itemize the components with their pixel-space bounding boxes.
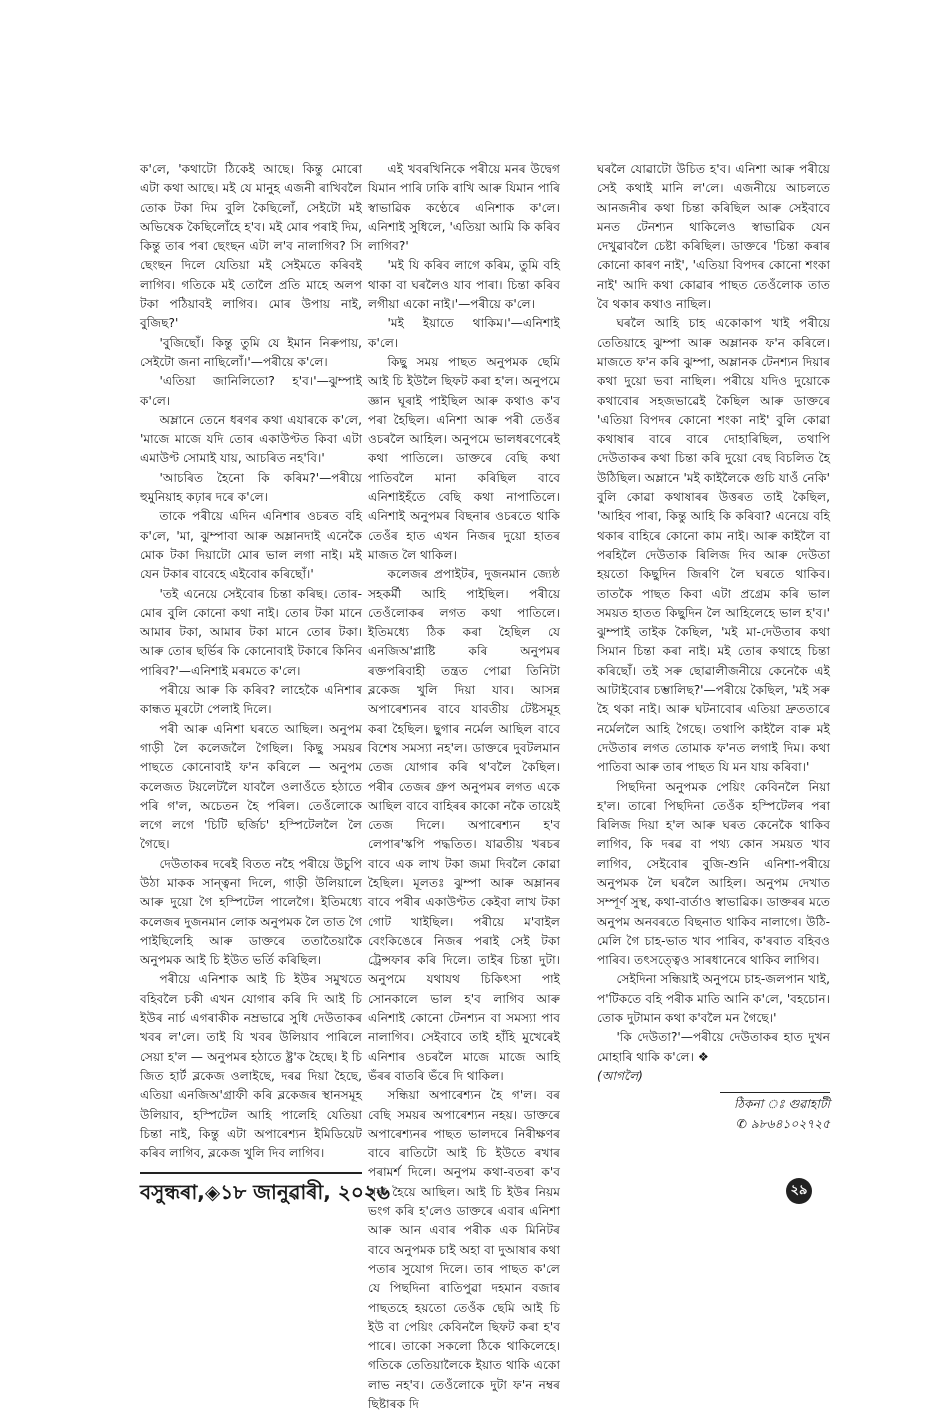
article-paragraph: পৰীয়ে আৰু কি কৰিব? লাহেকৈ এনিশাৰ কান্ধত মূৰটো পেলাই দিলে। <box>140 683 362 717</box>
article-paragraph: ক'লে, 'কথাটো ঠিকেই আছে। কিন্তু মোৰো এটা কথা আছে। মই যে মানুহ এজনী ৰাখিবলৈ তোক টকা দিম বুলি কৈছিলোঁ, সেইটো মই অভিষেক কৈছিলোঁহে হ'ব। মই মোৰ পৰাই দিম, কিন্তু তাৰ পৰা ছেংছন এটা ল'ব নালাগিব? সি ছেংছন দিলে যেতিয়া মই সেইমতে কৰিবই লাগিব। গতিকে মই তোলৈ প্ৰতি মাহে অলপ টকা পঠিয়াবই লাগিব। মোৰ উপায় নাই, বুজিছ?' <box>140 162 362 331</box>
article-paragraph: 'এতিয়া জানিলিতো? হ'ব।'—ঝুম্পাই ক'লে। <box>140 374 362 408</box>
address-divider <box>720 1092 830 1093</box>
article-paragraph: পিছদিনা অনুপমক পেয়িং কেবিনলৈ নিয়া হ'ল। তাৰো পিছদিনা তেওঁক হস্পিটেলৰ পৰা ৰিলিজ দিয়া হ'ল আৰু ঘৰত কেনেকৈ থাকিব লাগিব, কি দৰৱ বা পথ্য কোন সময়ত খাব লাগিব, সেইবোৰ বুজি-শুনি এনিশা-পৰীয়ে অনুপমক লৈ ঘৰলৈ আহিল। অনুপম দেখাত সম্পূৰ্ণ সুস্থ, কথা-বাৰ্তাও স্বাভাৱিক। ডাক্তৰৰ মতে অনুপম অনবৰতে বিছনাত থাকিব নালাগে। উঠি-মেলি গৈ চাহ-ভাত খাব পাৰিব, ক'ৰবাত বহিবও পাৰিব। তৎসত্ত্বেও সাৰধানেৰে থাকিব লাগিব। <box>597 779 830 968</box>
article-paragraph: 'তই এনেয়ে সেইবোৰ চিন্তা কৰিছ। তোৰ-মোৰ বুলি কোনো কথা নাই। তোৰ টকা মানে আমাৰ টকা, আমাৰ টকা মানে তোৰ টকা। আৰু তোৰ ছৰ্ভিৰ কি কোনোবাই টকাৰে কিনিব পাৰিব?'—এনিশাই মৰমতে ক'লে। <box>140 586 362 678</box>
article-paragraph: 'আচৰিত হৈনো কি কৰিম?'—পৰীয়ে হুমুনিয়াহ কঢ়াৰ দৰে ক'লে। <box>140 470 362 505</box>
article-paragraph: অম্লানে তেনে ধৰণৰ কথা এযাৰকে ক'লে, 'মাজে মাজে যদি তোৰ একাউণ্টত কিবা এটা এমাউণ্ট সোমাই যায়, আচৰিত নহ'বি।' <box>140 412 362 466</box>
footer-divider <box>140 1172 362 1174</box>
article-column-1 <box>140 160 362 1163</box>
article-paragraph: 'বুজিছোঁ। কিন্তু তুমি যে ইমান নিৰুপায়, সেইটো জনা নাছিলোঁ।'—পৰীয়ে ক'লে। <box>140 335 362 369</box>
continued-label: (আগলৈ) <box>597 1068 643 1083</box>
article-paragraph: কিছু সময় পাছত অনুপমক ছেমি আই চি ইউলৈ ছিফট কৰা হ'ল। অনুপমে জ্ঞান ঘূৰাই পাইছিল আৰু কথাও ক'ব পৰা হৈছিল। এনিশা আৰু পৰী তেওঁৰ ওচৰলৈ আহিল। অনুপমে ভালধৰণেৰেই কথা পাতিলে। ডাক্তৰে বেছি কথা পাতিবলৈ মানা কৰিছিল বাবে এনিশাইহঁতে বেছি কথা নাপাতিলে। এনিশাই অনুপমৰ বিছনাৰ ওচৰতে থাকি তেওঁৰ হাত এখন নিজৰ দুয়ো হাতৰ মাজত লৈ থাকিল। <box>368 354 560 562</box>
article-paragraph: দেউতাকৰ দৰেই বিতত নহৈ পৰীয়ে উচুপি উঠা মাকক সান্ত্বনা দিলে, গাড়ী উলিয়ালে আৰু দুয়ো গৈ হস্পিটেল পালেগৈ। ইতিমধ্যে কলেজৰ দুজনমান লোক অনুপমক লৈ তাত গৈ পাইছিলেহি আৰু ডাক্তৰে ততাতৈয়াকৈ অনুপমক আই চি ইউত ভৰ্তি কৰিছিল। <box>140 856 362 968</box>
article-paragraph: ঘৰলৈ আহি চাহ একোকাপ খাই পৰীয়ে তেতিয়াহে ঝুম্পা আৰু অম্লানক ফ'ন কৰিলে। মাজতে ফ'ন কৰি ঝুম্পা, অম্লানক টেনশ্যন দিয়াৰ কথা দুয়ো ভবা নাছিল। পৰীয়ে যদিও দুয়োকে কথাবোৰ সহজভাৱেই কৈছিল আৰু ডাক্তৰে 'এতিয়া বিপদৰ কোনো শংকা নাই' বুলি কোৱা কথাষাৰ বাৰে বাৰে দোহাৰিছিল, তথাপি দেউতাকৰ কথা চিন্তা কৰি দুয়ো বেছ বিচলিত হৈ উঠিছিল। অম্লানে 'মই কাইলৈকে গুচি যাওঁ নেকি' বুলি কোৱা কথাষাৰৰ উত্তৰত তাই কৈছিল, 'আহিব পাৰা, কিন্তু আহি কি কৰিবা? এনেয়ে বহি থকাৰ বাহিৰে কোনো কাম নাই। আৰু কাইলৈ বা পৰহিলৈ দেউতাক ৰিলিজ দিব আৰু দেউতা হয়তো কিছুদিন জিৰণি লৈ ঘৰতে থাকিব। তাতকৈ পাছত কিবা এটা প্ৰগ্ৰেম কৰি ভাল সময়ত হাতত কিছুদিন লৈ আহিলেহে ভাল হ'ব।' ঝুম্পাই তাইক কৈছিল, 'মই মা-দেউতাৰ কথা সিমান চিন্তা কৰা নাই। মই তোৰ কথাহে চিন্তা কৰিছোঁ। তই সৰু ছোৱালীজনীয়ে কেনেকৈ এই আটাইবোৰ চম্ভালিছ?'—পৰীয়ে কৈছিল, 'মই সৰু হৈ থকা নাই। আৰু ঘটনাবোৰ এতিয়া দ্ৰুততাৰে নৰ্মেললৈ আহি গৈছে। তথাপি কাইলৈ বাৰু মই দেউতাৰ লগত তোমাক ফ'নত লগাই দিম। কথা পাতিবা আৰু তাৰ পাছত যি মন যায় কৰিবা।' <box>597 316 830 775</box>
magazine-name-date: বসুন্ধৰা,◈১৮ জানুৱাৰী, ২০২৬ <box>140 1180 390 1204</box>
article-paragraph: 'কি দেউতা?'—পৰীয়ে দেউতাকৰ হাত দুখন মোহাৰি থাকি ক'লে। ❖ <box>597 1030 830 1064</box>
article-paragraph: সেইদিনা সন্ধিয়াই অনুপমে চাহ-জলপান খাই, প'টিকতে বহি পৰীক মাতি আনি ক'লে, 'বহচোন। তোক দুটামান কথা ক'বলৈ মন গৈছে।' <box>597 972 830 1026</box>
article-paragraph: 'মই ইয়াতে থাকিম।'—এনিশাই ক'লে। <box>368 316 560 350</box>
article-column-2 <box>368 160 560 1414</box>
article-paragraph: এই খবৰখিনিকে পৰীয়ে মনৰ উদ্বেগ যিমান পাৰি ঢাকি ৰাখি আৰু যিমান পাৰি স্বাভাৱিক কণ্ঠেৰে এনিশাক ক'লে। এনিশাই সুধিলে, 'এতিয়া আমি কি কৰিব লাগিব?' <box>368 162 560 254</box>
article-paragraph: 'মই যি কৰিব লাগে কৰিম, তুমি বহি থাকা বা ঘৰলৈও যাব পাৰা। চিন্তা কৰিব লগীয়া একো নাই।'—পৰীয়ে ক'লে। <box>368 258 560 312</box>
page-number: ২৯ <box>786 1178 812 1204</box>
article-paragraph: পৰী আৰু এনিশা ঘৰতে আছিল। অনুপম গাড়ী লৈ কলেজলৈ গৈছিল। কিছু সময়ৰ পাছতে কোনোবাই ফ'ন কৰিলে — অনুপম কলেজত টয়লেটলৈ যাবলৈ ওলাওঁতে হঠাতে পৰি গ'ল, অচেতন হৈ পৰিল। তেওঁলোকে লগে লগে 'চিটি ছৰ্জিচ' হস্পিটেললৈ লৈ গৈছে। <box>140 721 362 852</box>
article-paragraph: পৰীয়ে এনিশাক আই চি ইউৰ সমুখতে বহিবলৈ চকী এখন যোগাৰ কৰি দি আই চি ইউৰ নাৰ্চ এগৰাকীক নম্ৰভাৱে সুধি দেউতাকৰ খবৰ ল'লে। তাই যি খবৰ উলিয়াব পাৰিলে সেয়া হ'ল — অনুপমৰ হঠাতে ষ্ট্ৰ'ক হৈছে। ই চি জিত হাৰ্ট ব্লকেজ ওলাইছে, দৰৱ দিয়া হৈছে, এতিয়া এনজিঅ'গ্ৰাফী কৰি ব্লকেজৰ স্থানসমূহ উলিয়াব, হস্পিটেল আহি পালেহি যেতিয়া চিন্তা নাই, কিন্তু এটা অপাৰেশ্যন ইমিডিয়েট কৰিব লাগিব, ব্লকেজ খুলি দিব লাগিব। <box>140 972 362 1161</box>
article-paragraph: সন্ধিয়া অপাৰেশ্যন হৈ গ'ল। বৰ বেছি সময়ৰ অপাৰেশ্যন নহয়। ডাক্তৰে অপাৰেশ্যনৰ পাছত ভালদৰে নিৰীক্ষণৰ বাবে ৰাতিটো আই চি ইউতে ৰখাৰ পৰামৰ্শ দিলে। অনুপম কথা-বতৰা ক'ব পৰা হৈয়ে আছিল। আই চি ইউৰ নিয়ম ভংগ কৰি হ'লেও ডাক্তৰে এবাৰ এনিশা আৰু আন এবাৰ পৰীক এক মিনিটৰ বাবে অনুপমক চাই অহা বা দুআষাৰ কথা পতাৰ সুযোগ দিলে। তাৰ পাছত ক'লে যে পিছদিনা ৰাতিপুৱা দহমান বজাৰ পাছতহে হয়তো তেওঁক ছেমি আই চি ইউ বা পেয়িং কেবিনলৈ ছিফট কৰা হ'ব পাৰে। তাকো সকলো ঠিকে থাকিলেহে। গতিকে তেতিয়ালৈকে ইয়াত থাকি একো লাভ নহ'ব। তেওঁলোকে দুটা ফ'ন নম্বৰ ছিষ্টাৰক দি <box>368 1088 560 1411</box>
author-address: ঠিকনা ঃ গুৱাহাটী <box>733 1097 830 1112</box>
article-column-3 <box>597 160 830 1134</box>
author-phone: ✆ ৯৮৬৪১০২৭২৫ <box>736 1116 830 1131</box>
article-paragraph: তাকে পৰীয়ে এদিন এনিশাৰ ওচৰত বহি ক'লে, 'মা, ঝুম্পাবা আৰু অম্লানদাই এনেকৈ মোক টকা দিয়াটো মোৰ ভাল লগা নাই। মই যেন টকাৰ বাবেহে এইবোৰ কৰিছোঁ।' <box>140 509 362 582</box>
article-paragraph: ঘৰলৈ যোৱাটো উচিত হ'ব। এনিশা আৰু পৰীয়ে সেই কথাই মানি ল'লে। এজনীয়ে আচলতে আনজনীৰ কথা চিন্তা কৰিছিল আৰু সেইবাবে মনত টেনশ্যন থাকিলেও স্বাভাৱিক যেন দেখুৱাবলৈ চেষ্টা কৰিছিল। ডাক্তৰে 'চিন্তা কৰাৰ কোনো কাৰণ নাই', 'এতিয়া বিপদৰ কোনো শংকা নাই' আদি কথা কোৱাৰ পাছত তেওঁলোক তাত বৈ থকাৰ কথাও নাছিল। <box>597 162 830 312</box>
article-paragraph: কলেজৰ প্ৰপাইটৰ, দুজনমান জ্যেষ্ঠ সহকৰ্মী আহি পাইছিল। পৰীয়ে তেওঁলোকৰ লগত কথা পাতিলে। ইতিমধ্যে ঠিক কৰা হৈছিল যে এনজিঅ'প্লাষ্টি কৰি অনুপমৰ ৰক্তপৰিবাহী তন্ত্ৰত পোৱা তিনিটা ব্লকেজ খুলি দিয়া যাব। আসন্ন অপাৰেশ্যনৰ বাবে যাবতীয় টেষ্টসমূহ কৰা হৈছিল। ছুগাৰ নৰ্মেল আছিল বাবে বিশেষ সমস্যা নহ'ল। ডাক্তৰে দুবটলমান তেজ যোগাৰ কৰি থ'বলৈ কৈছিল। পৰীৰ তেজৰ গ্ৰুপ অনুপমৰ লগত একে আছিল বাবে বাহিৰৰ কাকো নকৈ তায়েই তেজ দিলে। অপাৰেশ্যন হ'ব লেপাৰ'স্কপি পদ্ধতিত। যাৱতীয় খৰচৰ বাবে এক লাখ টকা জমা দিবলৈ কোৱা হৈছিল। মূলতঃ ঝুম্পা আৰু অম্লানৰ বাবে পৰীৰ একাউণ্টত কেইবা লাখ টকা গোট খাইছিল। পৰীয়ে ম'বাইল বেংকিঙেৰে নিজৰ পৰাই সেই টকা ট্ৰেন্সফাৰ কৰি দিলে। তাইৰ চিন্তা দুটা। অনুপমে যথাযথ চিকিৎসা পাই সোনকালে ভাল হ'ব লাগিব আৰু এনিশাই কোনো টেনশ্যন বা সমস্যা পাব নালাগিব। সেইবাবে তাই হাঁহি মুখেৰেই এনিশাৰ ওচৰলৈ মাজে মাজে আহি ভঁৰৰ বাতৰি ভঁৰে দি থাকিল। <box>368 567 560 1083</box>
